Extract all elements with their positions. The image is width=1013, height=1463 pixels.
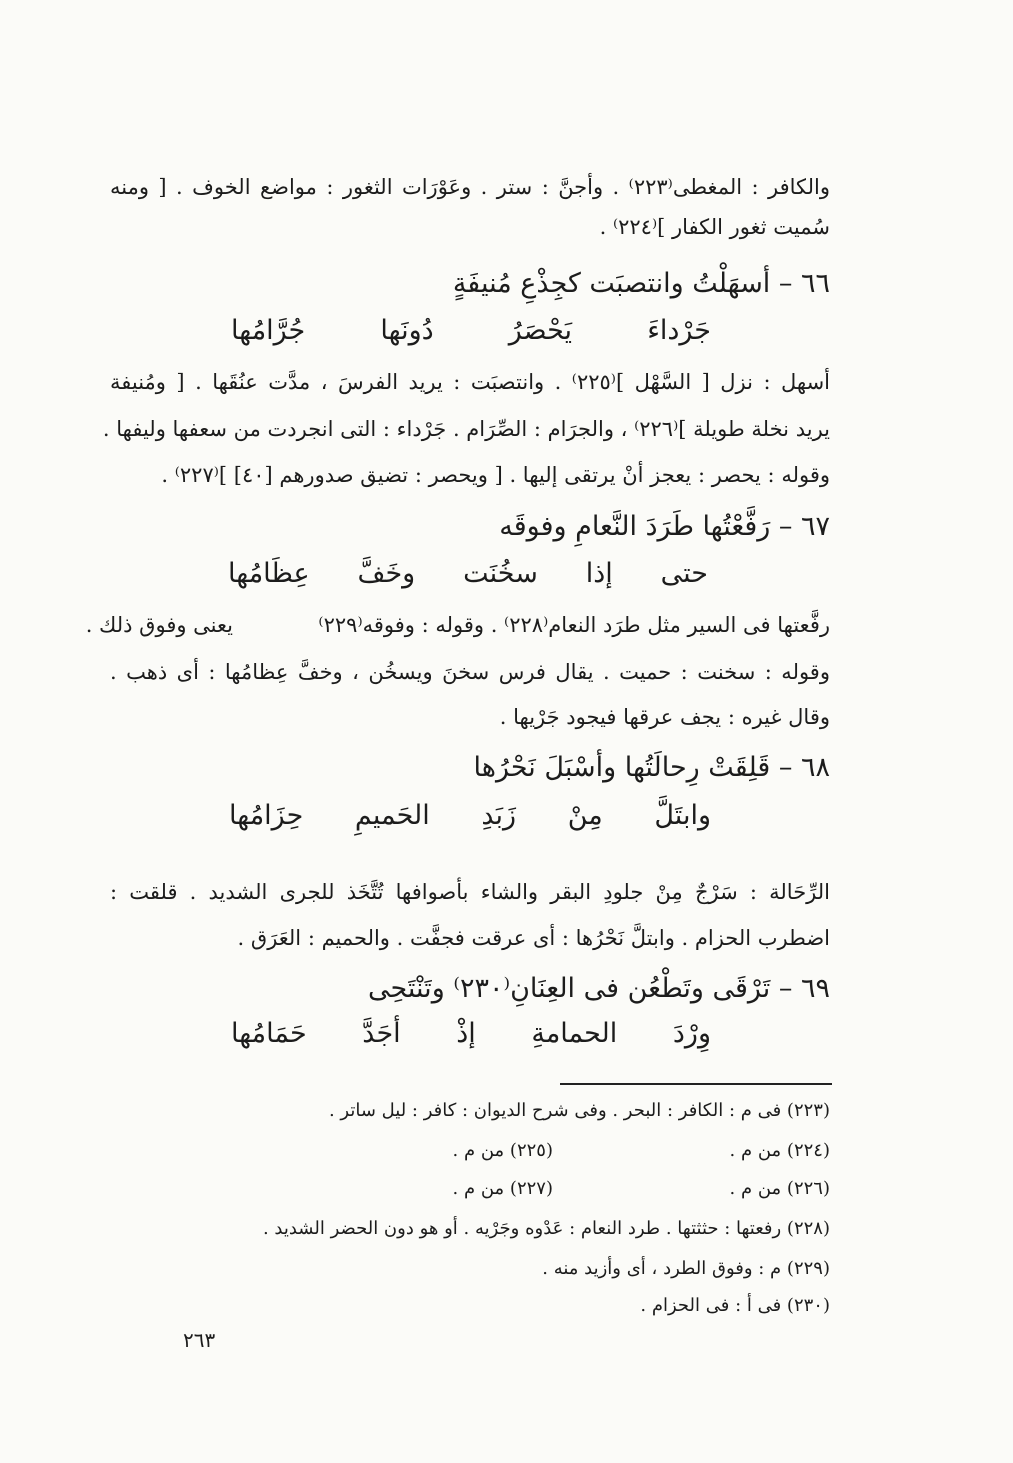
verse-line: ٦٨ – قَلِقَتْ رِحالَتُها وأسْبَلَ نَحْرُها bbox=[473, 752, 830, 783]
verse-word: حَمَامُها bbox=[231, 1018, 307, 1049]
verse-word: وِرْدَ bbox=[672, 1018, 711, 1049]
verse-hemistich bbox=[228, 558, 708, 590]
text-line: أسهل : نزل [ السَّهْل ]⁽٢٢٥⁾ . وانتصبَت : يريد الفرسَ ، مدَّت عنُقَها . [ ومُنيفة bbox=[110, 370, 831, 394]
verse-hemistich bbox=[231, 1018, 711, 1050]
verse-word: عِظَامُها bbox=[228, 558, 310, 589]
verse-hemistich bbox=[229, 800, 711, 832]
footnote: (٢٣٠) فى أ : فى الحزام . bbox=[640, 1295, 830, 1316]
page-number: ٢٦٣ bbox=[183, 1328, 216, 1352]
verse-line: ٦٩ – تَرْقَى وتَطْعُن فى العِنَانِ⁽٢٣٠⁾ وتَنْتَحِى bbox=[367, 973, 830, 1004]
verse-word: إذْ bbox=[456, 1018, 476, 1049]
verse-word: جُرَّامُها bbox=[231, 315, 306, 346]
verse-word: الحَميمِ bbox=[354, 800, 430, 831]
footnote: (٢٢٩) م : وفوق الطرد ، أى وأزيد منه . bbox=[542, 1258, 830, 1279]
text-line: رفَّعتها فى السير مثل طرَد النعام⁽٢٢٨⁾ . وقوله : وفوقه⁽٢٢٩⁾ bbox=[318, 613, 830, 637]
footnote: (٢٢٣) فى م : الكافر : البحر . وفى شرح الديوان : كافر : ليل ساتر . bbox=[328, 1100, 830, 1121]
verse-line: ٦٦ – أسهَلْتُ وانتصبَت كجِذْعِ مُنيفَةٍ bbox=[452, 268, 830, 299]
footnote: (٢٢٧) من م . bbox=[452, 1178, 553, 1199]
verse-word: مِنْ bbox=[567, 800, 603, 831]
text-line: الرِّحَالة : سَرْجٌ مِنْ جلودِ البقر والشاء بأصوافها تُتَّخَذ للجرى الشديد . قلقت : bbox=[110, 880, 830, 904]
verse-word: يَحْصَرُ bbox=[508, 315, 573, 346]
verse-word: أجَدَّ bbox=[362, 1018, 401, 1049]
verse-word: سخُنَت bbox=[463, 558, 538, 589]
verse-word: دُونَها bbox=[380, 315, 434, 346]
text-line: وقوله : يحصر : يعجز أنْ يرتقى إليها . [ ويحصر : تضيق صدورهم [٤٠] ]⁽٢٢٧⁾ . bbox=[161, 463, 830, 487]
footnote: (٢٢٨) رفعتها : حثثتها . طرد النعام : عَدْوه وجَرْيه . أو هو دون الحضر الشديد . bbox=[262, 1218, 830, 1239]
text-line: والكافر : المغطى⁽٢٢٣⁾ . وأجنَّ : ستر . وعَوْرَات الثغور : مواضع الخوف . [ ومنه bbox=[110, 175, 830, 199]
text-line: وقوله : سخنت : حميت . يقال فرس سخنَ ويسخُن ، وخفَّ عِظامُها : أى ذهب . bbox=[110, 660, 830, 684]
footnote-divider bbox=[560, 1083, 832, 1085]
text-line: يريد نخلة طويلة ]⁽٢٢٦⁾ ، والجرَام : الصِّرَام . جَرْداء : التى انجردت من سعفها وليفها . bbox=[102, 417, 830, 441]
verse-word: وخَفَّ bbox=[357, 558, 416, 589]
verse-word: إذا bbox=[585, 558, 613, 589]
text-line: سُميت ثغور الكفار ]⁽٢٢٤⁾ . bbox=[599, 215, 830, 239]
verse-word: حتى bbox=[660, 558, 708, 589]
verse-hemistich bbox=[231, 315, 711, 347]
footnote: (٢٢٦) من م . bbox=[729, 1178, 830, 1199]
verse-word: وابتَلَّ bbox=[654, 800, 711, 831]
text-line: يعنى وفوق ذلك . bbox=[85, 613, 233, 637]
footnote: (٢٢٤) من م . bbox=[729, 1140, 830, 1161]
verse-word: زَبَدِ bbox=[481, 800, 517, 831]
text-line: وقال غيره : يجف عرقها فيجود جَرْيها . bbox=[499, 705, 830, 729]
verse-word: الحمامةِ bbox=[531, 1018, 618, 1049]
verse-line: ٦٧ – رَفَّعْتُها طَرَدَ النَّعامِ وفوقَه bbox=[499, 511, 830, 542]
verse-word: حِزَامُها bbox=[229, 800, 304, 831]
verse-word: جَرْداءَ bbox=[647, 315, 711, 346]
text-line: اضطرب الحزام . وابتلَّ نَحْرُها : أى عرقت فجفَّت . والحميم : العَرَق . bbox=[237, 926, 830, 950]
footnote: (٢٢٥) من م . bbox=[452, 1140, 553, 1161]
